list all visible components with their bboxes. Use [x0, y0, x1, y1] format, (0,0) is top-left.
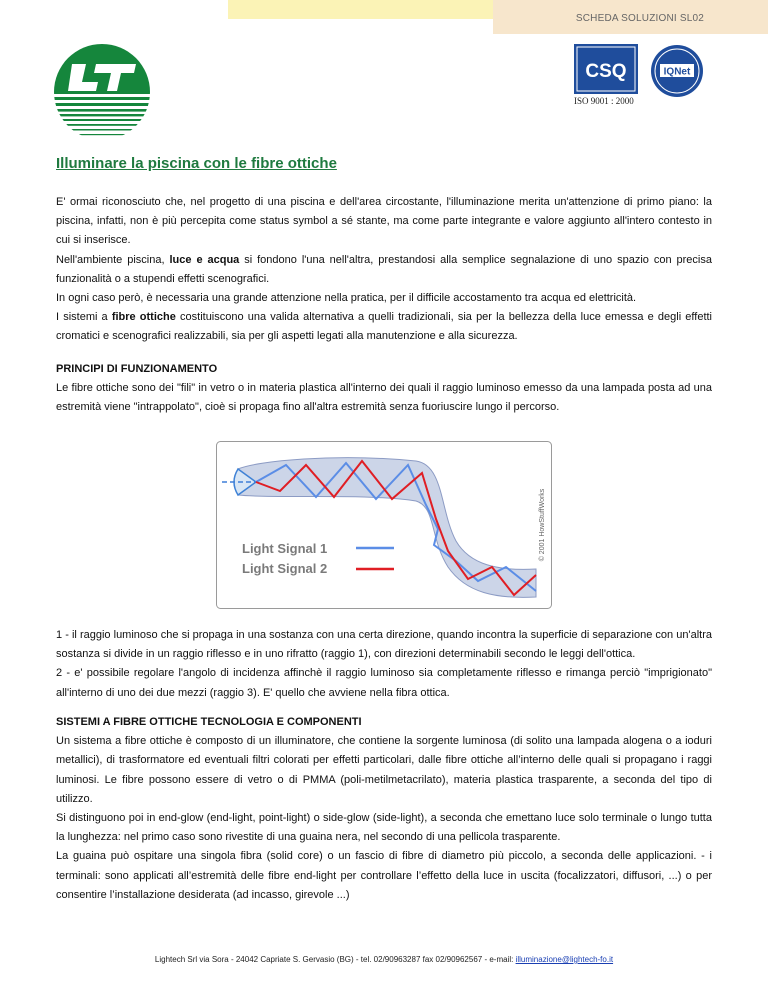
figure-copyright: © 2001 HowStuffWorks [539, 488, 546, 562]
intro-paragraph-4: I sistemi a fibre ottiche costituiscono una valida alternativa a quelli tradizionali, sia per la bellezza della luce emessa e degli effetti cromatici e scenografici realizzabili, sia per gli aspetti legati alla manutenzione e alla sicurezza. [56, 311, 713, 343]
iqnet-mark: IQNet [663, 66, 691, 78]
intro-paragraph-3: In ogni caso però, è necessaria una grande attenzione nella pratica, per il difficile accostamento tra acqua ed elettricità. [56, 292, 637, 305]
systems-paragraph-3: La guaina può ospitare una singola fibra (solid core) o un fascio di fibre di diametro più piccolo, a seconda delle applicazioni. - i terminali: sono applicati all’estremità delle fibre end-light per controllare l’effetto della luce in uscita (focalizzatori, diffusori, ...) o per consentire l’installazione desiderata (ad incasso, girevole ...) [56, 850, 712, 901]
iso-label: ISO 9001 : 2000 [574, 96, 634, 106]
principles-heading: PRINCIPI DI FUNZIONAMENTO [56, 363, 218, 375]
page-title: Illuminare la piscina con le fibre ottiche [56, 155, 337, 172]
systems-section [56, 713, 712, 905]
lightech-logo [52, 42, 152, 142]
notes-section [56, 626, 712, 703]
page-footer [0, 955, 768, 964]
systems-paragraph-1: Un sistema a fibre ottiche è composto di un illuminatore, che contiene la sorgente luminosa (di solito una lampada alogena o a ioduri metallici), di trasformatore ed eventuali filtri colorati per effetti particolari, dalle fibre ottiche all’interno delle quali si propagano i raggi luminosi. Le fibre possono essere di vetro o di PMMA (poli-metilmetacrilato), materia plastica trasparente, a seconda del tipo di utilizzo. [56, 735, 712, 805]
footer-contact: Lightech Srl via Sora - 24042 Capriate S. Gervasio (BG) - tel. 02/90963287 fax 02/90962567 - e-mail: [154, 955, 516, 964]
systems-heading: SISTEMI A FIBRE OTTICHE TECNOLOGIA E COMPONENTI [56, 716, 362, 728]
principles-paragraph: Le fibre ottiche sono dei "fili" in vetro o in materia plastica all'interno dei quali il raggio luminoso emesso da una lampada posta ad una estremità viene "intrappolato", cioè si propaga fino all'altra estremità senza fuoriuscire lungo il percorso. [56, 382, 712, 414]
csq-mark: CSQ [585, 61, 627, 82]
note-1: 1 - il raggio luminoso che si propaga in una sostanza con una certa direzione, quando incontra la superficie di separazione con un'altra sostanza si divide in un raggio riflesso e in uno rifratto (raggio 1), con direzioni determinabili secondo le leggi dell'ottica. [56, 629, 712, 661]
document-code: SCHEDA SOLUZIONI SL02 [575, 13, 704, 24]
intro-section [56, 193, 712, 347]
fiber-optic-diagram [216, 441, 552, 609]
footer-email-link[interactable]: illuminazione@lightech-fo.it [515, 955, 614, 964]
legend-signal-2: Light Signal 2 [242, 561, 328, 576]
legend-signal-1: Light Signal 1 [242, 541, 328, 556]
intro-paragraph-2: Nell'ambiente piscina, luce e acqua si fondono l'una nell'altra, prestandosi alla semplice segnalazione di uno spazio con precisa funzionalità o a stupendi effetti scenografici. [56, 253, 712, 285]
principles-section [56, 360, 712, 418]
note-2: 2 - e' possibile regolare l'angolo di incidenza affinchè il raggio luminoso sia completamente riflesso e rimanga perciò "imprigionato" all'interno di uno dei due mezzi (raggio 3). E' quello che avviene nella fibra ottica. [56, 667, 712, 699]
systems-paragraph-2: Si distinguono poi in end-glow (end-light, point-light) o side-glow (side-light), a seconda che emettano luce solo terminale o lungo tutta la lunghezza: nel primo caso sono rivestite di una guaina nera, nel secondo di una pellicola trasparente. [56, 812, 712, 844]
intro-paragraph-1: E' ormai riconosciuto che, nel progetto di una piscina e dell'area circostante, l'illuminazione merita un'attenzione di primo piano: la piscina, infatti, non è più percepita come status symbol a sé stante, ma come parte integrante e valore aggiunto all'intero contesto in cui si inserisce. [56, 196, 712, 247]
